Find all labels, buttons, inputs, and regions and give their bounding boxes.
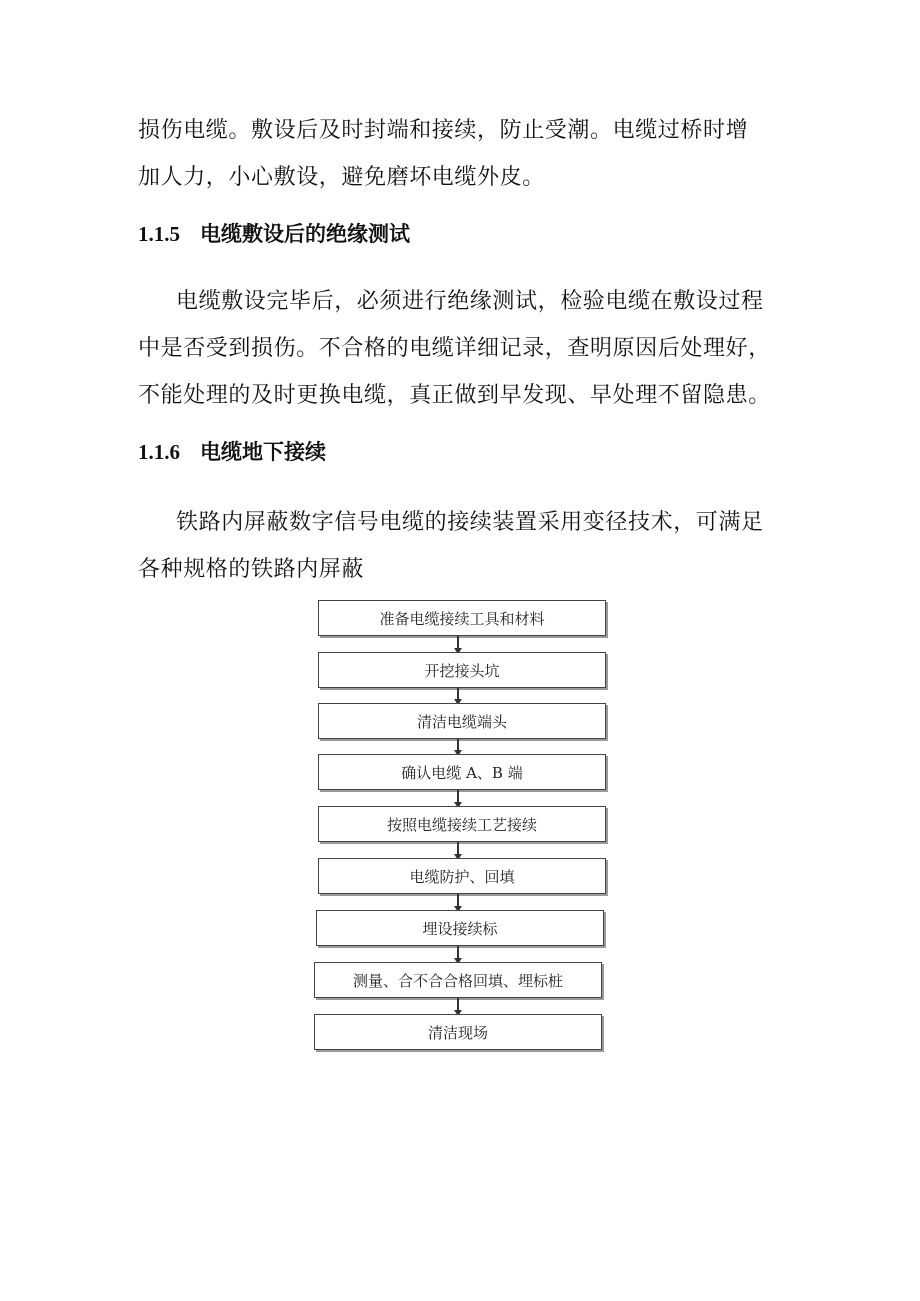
flowchart-step-confirm-ends: 确认电缆 A、B 端: [318, 754, 606, 790]
flowchart-arrow: [457, 688, 459, 703]
paragraph-1-line-1: 损伤电缆。敷设后及时封端和接续，防止受潮。电缆过桥时增: [138, 118, 749, 143]
paragraph-2-line-2: 中是否受到损伤。不合格的电缆详细记录，查明原因后处理好，: [138, 336, 771, 361]
paragraph-1-line-2: 加人力，小心敷设，避免磨坏电缆外皮。: [138, 165, 545, 190]
flowchart-arrow: [457, 998, 459, 1014]
flowchart-step-clean-site: 清洁现场: [314, 1014, 602, 1050]
flowchart-step-measure-backfill-stake: 测量、合不合合格回填、埋标桩: [314, 962, 602, 998]
flowchart-arrow: [457, 790, 459, 806]
section-title: 电缆敷设后的绝缘测试: [200, 221, 410, 246]
flowchart-step-clean-cable-ends: 清洁电缆端头: [318, 703, 606, 739]
section-title: 电缆地下接续: [200, 439, 326, 464]
section-heading-1-1-5: [138, 219, 410, 249]
flowchart-arrow: [457, 946, 459, 962]
flowchart-arrow: [457, 894, 459, 910]
paragraph-2-line-3: 不能处理的及时更换电缆，真正做到早发现、早处理不留隐患。: [138, 383, 771, 408]
paragraph-3-line-1: 铁路内屏蔽数字信号电缆的接续装置采用变径技术，可满足: [176, 510, 764, 535]
section-number: 1.1.6: [138, 440, 180, 464]
flowchart-step-protect-backfill: 电缆防护、回填: [318, 858, 606, 894]
flowchart-step-bury-marker: 埋设接续标: [316, 910, 604, 946]
flowchart-arrow: [457, 636, 459, 652]
paragraph-3-line-2: 各种规格的铁路内屏蔽: [138, 557, 365, 582]
section-number: 1.1.5: [138, 222, 180, 246]
flowchart-arrow: [457, 842, 459, 858]
flowchart-arrow: [457, 739, 459, 754]
flowchart-step-splice-process: 按照电缆接续工艺接续: [318, 806, 606, 842]
flowchart-step-prepare-tools: 准备电缆接续工具和材料: [318, 600, 606, 636]
section-heading-1-1-6: [138, 437, 326, 467]
paragraph-2-line-1: 电缆敷设完毕后，必须进行绝缘测试，检验电缆在敷设过程: [176, 289, 764, 314]
flowchart-step-dig-pit: 开挖接头坑: [318, 652, 606, 688]
